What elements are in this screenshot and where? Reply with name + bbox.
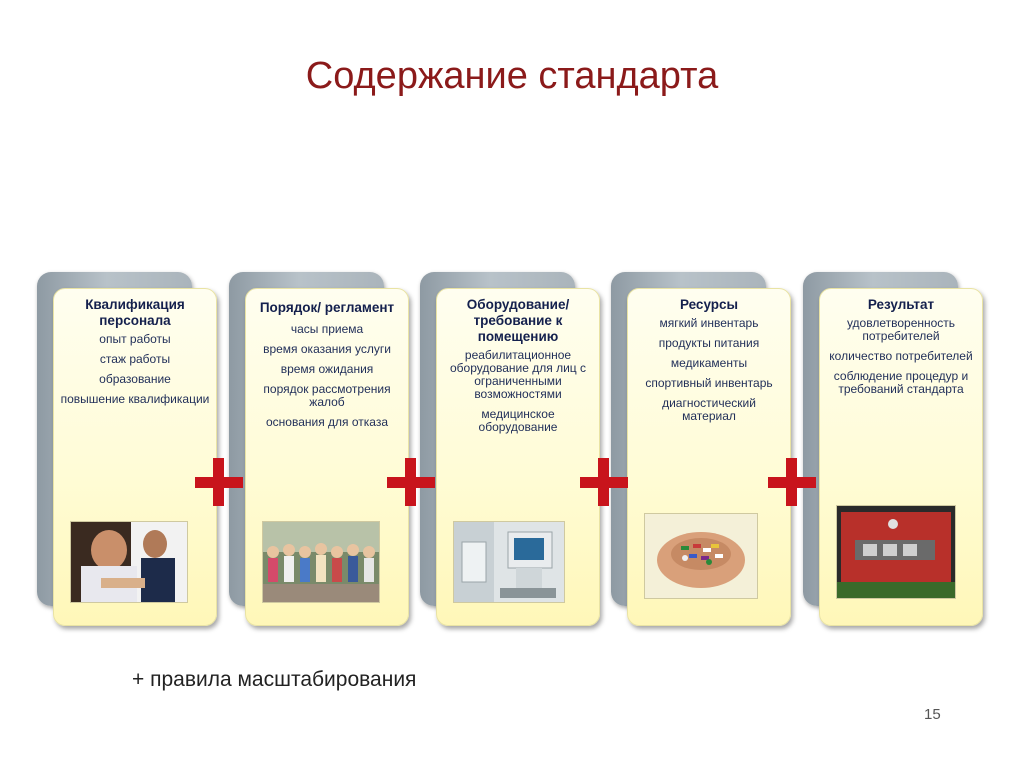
children-group-photo [262,521,380,603]
card-front-panel [436,288,600,626]
plus-icon [387,458,435,506]
plus-icon [768,458,816,506]
card-item: медикаменты [670,356,748,370]
card-item: часы приема [290,322,364,336]
card-item-list [443,349,593,434]
card-item: время ожидания [280,362,374,376]
card-result [803,272,985,628]
card-item: опыт работы [99,332,171,346]
card-item-list [634,317,784,423]
card-front-panel [627,288,791,626]
card-heading: Оборудование/ требование к помещению [466,297,570,344]
card-item: основания для отказа [265,415,389,429]
card-item-list [252,323,402,429]
card-item: время оказания услуги [263,342,391,356]
card-heading: Квалификация персонала [85,297,185,328]
card-item: реабилитационное оборудование для лиц с ограниченными возможностями [449,348,587,401]
card-heading: Ресурсы [679,297,739,312]
card-item: медицинское оборудование [478,407,558,434]
card-item: диагностический материал [662,396,756,423]
card-item: соблюдение процедур и требований стандарта [833,369,969,396]
plus-icon [195,458,243,506]
card-item: образование [99,372,171,386]
card-heading: Результат [867,297,935,312]
card-item: повышение квалификации [60,392,210,406]
scaling-rules-note: + правила масштабирования [132,668,417,691]
medical-equipment-photo [453,521,565,603]
card-equipment [420,272,602,628]
card-heading: Порядок/ регламент [259,300,395,315]
people-at-work-photo [70,521,188,603]
card-item: удовлетворенность потребителей [846,316,956,343]
page-number: 15 [924,706,941,723]
plus-icon [580,458,628,506]
card-procedure [229,272,411,628]
card-front-panel [53,288,217,626]
card-item: продукты питания [658,336,760,350]
slide-title: Содержание стандарта [305,55,719,97]
card-resources [611,272,793,628]
card-item: мягкий инвентарь [659,316,759,330]
card-item-list [60,333,210,406]
card-qualification [37,272,219,628]
card-front-panel [819,288,983,626]
card-item: стаж работы [99,352,171,366]
pills-in-hands-photo [644,513,758,599]
card-item: количество потребителей [829,349,973,363]
card-item-list [826,317,976,396]
card-item: спортивный инвентарь [645,376,773,390]
card-item: порядок рассмотрения жалоб [263,382,391,409]
machine-detail-photo [836,505,956,599]
card-front-panel [245,288,409,626]
